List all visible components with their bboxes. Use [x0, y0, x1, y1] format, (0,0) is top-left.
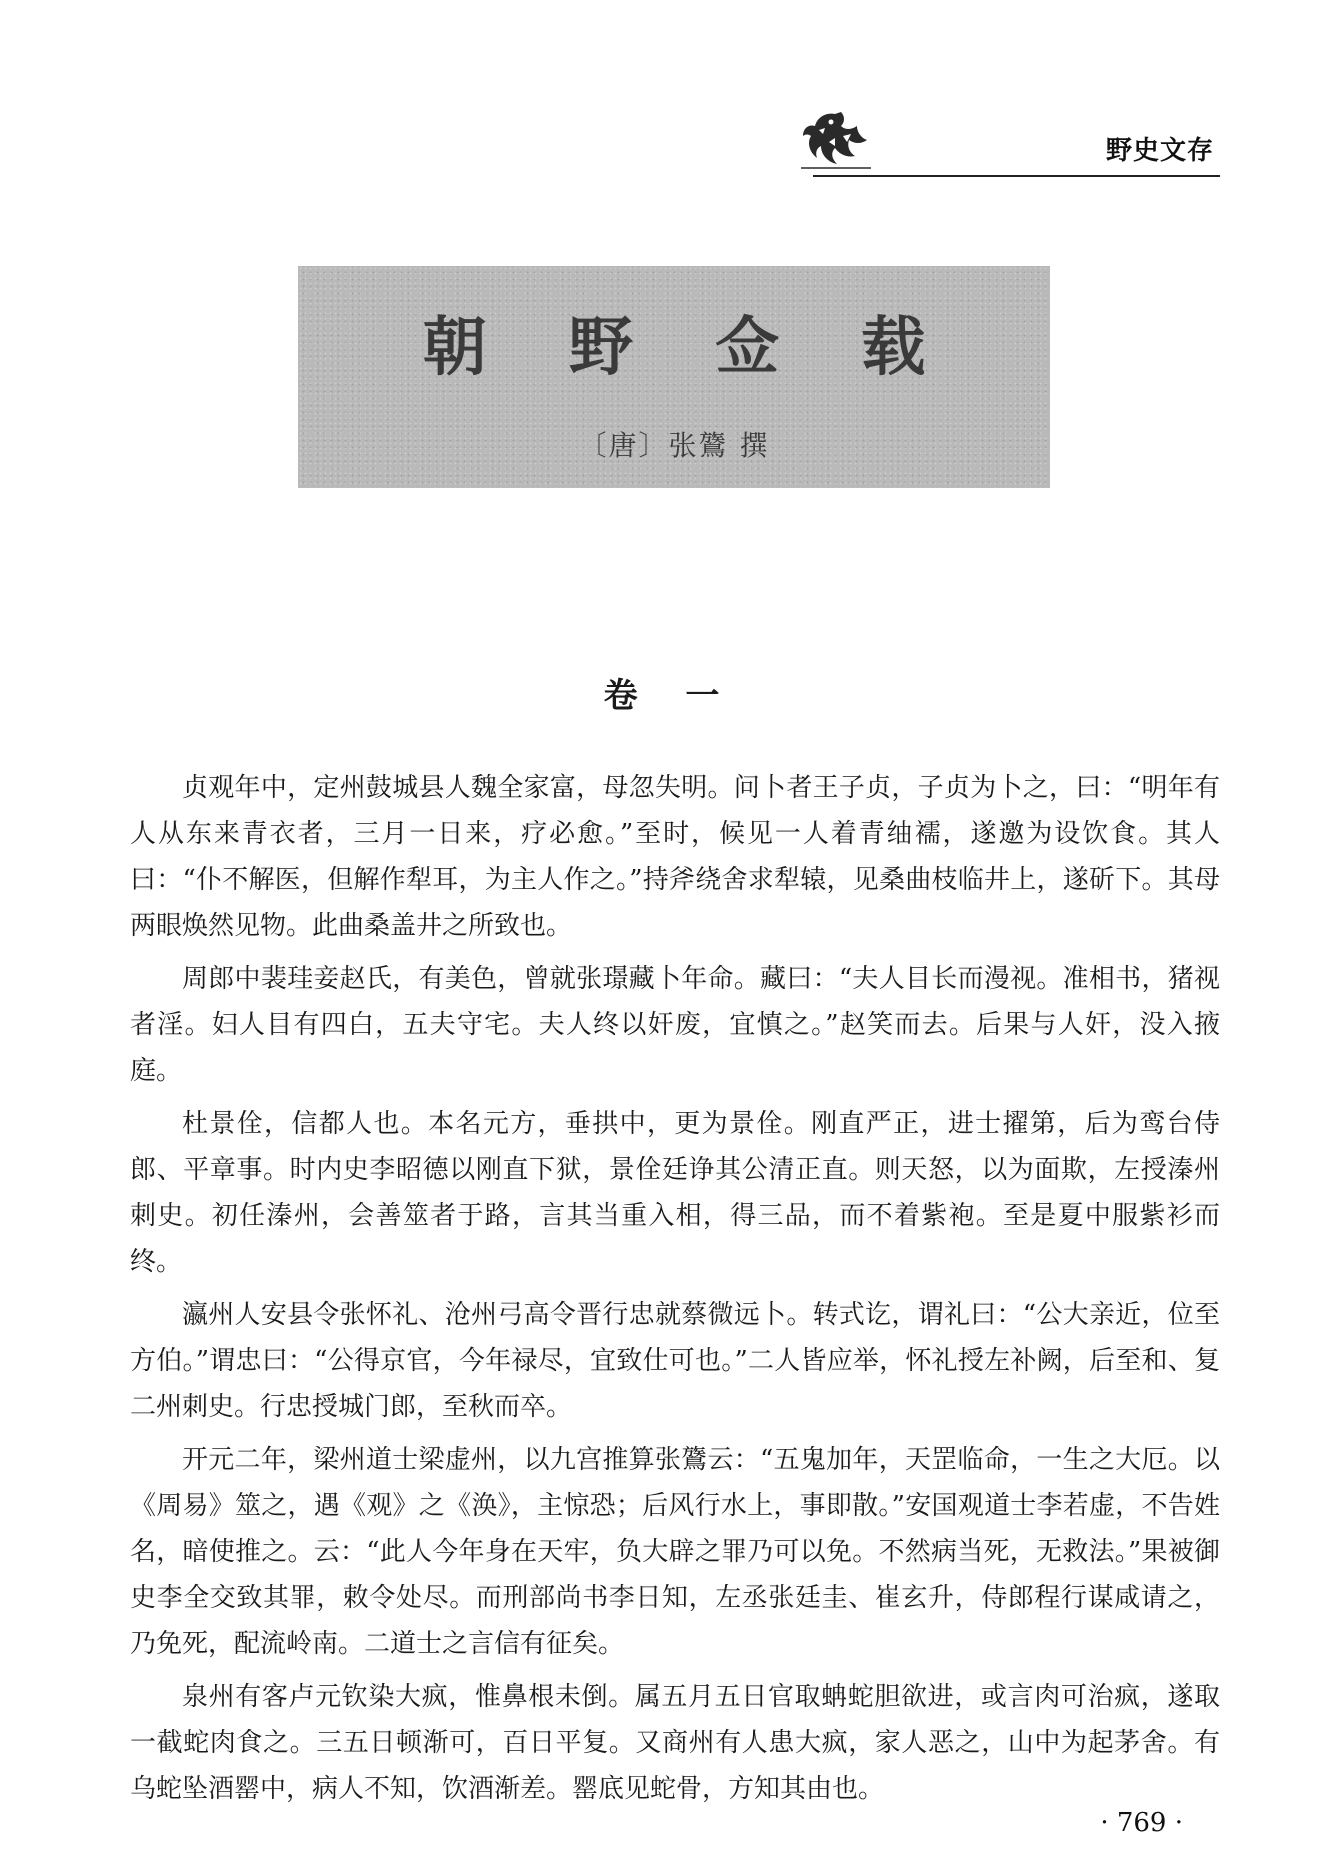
- paragraph: 杜景佺，信都人也。本名元方，垂拱中，更为景佺。刚直严正，进士擢第，后为鸾台侍郎、平章事。时内史李昭德以刚直下狱，景佺廷诤其公清正直。则天怒，以为面欺，左授溱州刺史。初任溱州，会善筮者于路，言其当重入相，得三品，而不着紫袍。至是夏中服紫衫而终。: [130, 1109, 1220, 1277]
- book-title: 朝 野 佥 载: [422, 310, 956, 385]
- paragraph: 贞观年中，定州鼓城县人魏全家富，母忽失明。问卜者王子贞，子贞为卜之，曰：“明年有人从东来青衣者，三月一日来，疗必愈。”至时，候见一人着青䌷襦，遂邀为设饮食。其人曰：“仆不解医，但解作犁耳，为主人作之。”持斧绕舍求犁辕，见桑曲枝临井上，遂斫下。其母两眼焕然见物。此曲桑盖井之所致也。: [130, 773, 1220, 941]
- body-text: [130, 765, 1220, 1819]
- paragraph: 泉州有客卢元钦染大疯，惟鼻根未倒。属五月五日官取蚺蛇胆欲进，或言肉可治疯，遂取一截蛇肉食之。三五日顿渐可，百日平复。又商州有人患大疯，家人恶之，山中为起茅舍。有乌蛇坠酒罂中，病人不知，饮酒渐差。罂底见蛇骨，方知其由也。: [130, 1682, 1220, 1804]
- header-divider: [813, 175, 1220, 177]
- dragon-emblem-icon: [795, 108, 875, 172]
- title-block: [298, 266, 1050, 488]
- paragraph: 开元二年，梁州道士梁虚州，以九宫推算张鷟云：“五鬼加年，天罡临命，一生之大厄。以《周易》筮之，遇《观》之《涣》，主惊恐；后风行水上，事即散。”安国观道士李若虚，不告姓名，暗使推之。云：“此人今年身在天牢，负大辟之罪乃可以免。不然病当死，无救法。”果被御史李全交致其罪，敕令处尽。而刑部尚书李日知，左丞张廷圭、崔玄升，侍郎程行谋咸请之，乃免死，配流岭南。二道士之言信有征矣。: [130, 1445, 1220, 1659]
- series-title: 野史文存: [1105, 136, 1214, 166]
- paragraph: 周郎中裴珪妾赵氏，有美色，曾就张璟藏卜年命。藏曰：“夫人目长而漫视。准相书，猪视者淫。妇人目有四白，五夫守宅。夫人终以奸废，宜慎之。”赵笑而去。后果与人奸，没入掖庭。: [130, 964, 1220, 1086]
- book-author: 〔唐〕张鷟 撰: [578, 429, 770, 462]
- paragraph: 瀛州人安县令张怀礼、沧州弓高令晋行忠就蔡微远卜。转式讫，谓礼曰：“公大亲近，位至方伯。”谓忠曰：“公得京官，今年禄尽，宜致仕可也。”二人皆应举，怀礼授左补阙，后至和、复二州刺史。行忠授城门郎，至秋而卒。: [130, 1300, 1220, 1422]
- page-number: · 769 ·: [1100, 1808, 1183, 1838]
- chapter-heading: 卷 一: [603, 676, 738, 716]
- running-header: [795, 108, 1220, 180]
